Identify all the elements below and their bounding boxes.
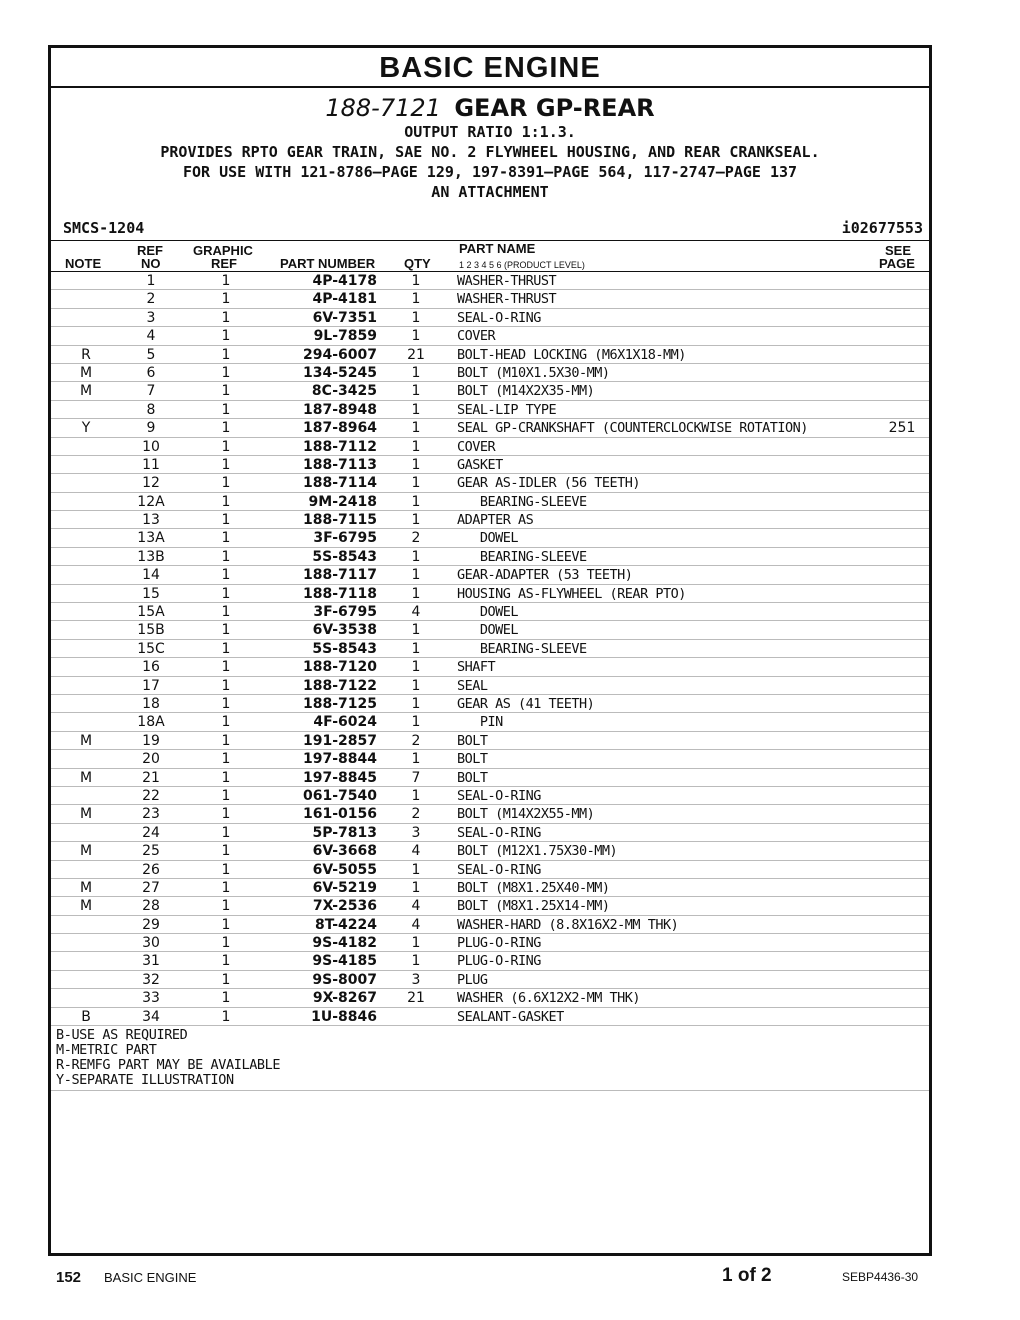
ref-no-cell: 10 — [142, 438, 160, 455]
ref-no-cell: 4 — [146, 328, 156, 345]
table-row — [51, 493, 929, 511]
part-number-cell: 4F-6024 — [313, 714, 377, 731]
qty-cell: 2 — [411, 806, 421, 823]
part-number-cell: 134-5245 — [303, 364, 377, 381]
qty-cell: 4 — [411, 916, 421, 933]
group-description-2: PROVIDES RPTO GEAR TRAIN, SAE NO. 2 FLYWHEEL HOUSING, AND REAR CRANKSEAL. — [160, 143, 820, 161]
graphic-ref-cell: 1 — [221, 493, 231, 510]
ref-no-cell: 30 — [142, 935, 160, 952]
qty-cell: 1 — [411, 291, 421, 308]
part-name-cell: SEAL-O-RING — [457, 787, 541, 804]
part-name-cell: GEAR AS (41 TEETH) — [457, 695, 595, 712]
part-number-cell: 6V-3538 — [312, 622, 377, 639]
part-name-cell: DOWEL — [457, 530, 519, 547]
part-name-cell: BEARING-SLEEVE — [457, 640, 587, 657]
col-part-number: PART NUMBER — [280, 256, 376, 271]
note-line: B-USE AS REQUIRED — [56, 1027, 188, 1044]
qty-cell: 1 — [411, 622, 421, 639]
table-row — [51, 438, 929, 456]
column-headers — [51, 241, 929, 272]
qty-cell: 2 — [411, 530, 421, 547]
parts-table — [51, 272, 929, 1026]
table-row — [51, 897, 929, 915]
footer-doc-id: SEBP4436-30 — [842, 1270, 919, 1284]
ref-no-cell: 23 — [142, 806, 160, 823]
qty-cell: 1 — [411, 309, 421, 326]
part-number-cell: 188-7112 — [303, 438, 377, 455]
qty-cell: 1 — [411, 364, 421, 381]
table-row — [51, 787, 929, 805]
ref-no-cell: 12A — [137, 493, 165, 510]
table-row — [51, 677, 929, 695]
qty-cell: 4 — [411, 604, 421, 621]
graphic-ref-cell: 1 — [221, 438, 231, 455]
ref-no-cell: 29 — [142, 916, 160, 933]
part-number-cell: 188-7113 — [303, 456, 377, 473]
part-number-cell: 188-7115 — [303, 512, 377, 529]
part-name-cell: PIN — [457, 714, 503, 731]
ref-no-cell: 14 — [142, 567, 160, 584]
part-number-cell: 188-7120 — [303, 659, 377, 676]
note-cell: M — [79, 806, 93, 823]
graphic-ref-cell: 1 — [221, 751, 231, 768]
part-name-cell: BOLT — [457, 732, 488, 749]
footer-sheet: 1 of 2 — [722, 1265, 772, 1286]
part-number-cell: 6V-5219 — [312, 879, 377, 896]
col-graphic-1: GRAPHIC — [193, 243, 253, 258]
table-row — [51, 952, 929, 970]
graphic-ref-cell: 1 — [221, 420, 231, 437]
note-cell: R — [81, 346, 91, 363]
part-number-cell: 9X-8267 — [312, 990, 377, 1007]
part-number-cell: 9M-2418 — [308, 493, 377, 510]
table-row — [51, 658, 929, 676]
part-number-cell: 7X-2536 — [312, 898, 377, 915]
part-number-cell: 9S-4185 — [312, 953, 377, 970]
graphic-ref-cell: 1 — [221, 567, 231, 584]
part-name-cell: BOLT — [457, 769, 488, 786]
graphic-ref-cell: 1 — [221, 1008, 231, 1025]
table-row — [51, 456, 929, 474]
qty-cell: 1 — [411, 456, 421, 473]
table-row — [51, 346, 929, 364]
part-name-cell: WASHER-HARD (8.8X16X2-MM THK) — [457, 916, 679, 933]
graphic-ref-cell: 1 — [221, 861, 231, 878]
table-row — [51, 842, 929, 860]
col-part-name: PART NAME — [459, 241, 536, 256]
graphic-ref-cell: 1 — [221, 475, 231, 492]
part-name-cell: PLUG — [457, 971, 488, 988]
part-number-cell: 6V-7351 — [312, 309, 377, 326]
qty-cell: 1 — [411, 401, 421, 418]
qty-cell: 1 — [411, 861, 421, 878]
ref-no-cell: 18 — [142, 695, 160, 712]
col-ref-2: NO — [141, 256, 161, 271]
table-row — [51, 713, 929, 731]
graphic-ref-cell: 1 — [221, 971, 231, 988]
ref-no-cell: 12 — [142, 475, 160, 492]
part-name-cell: WASHER-THRUST — [457, 273, 557, 289]
graphic-ref-cell: 1 — [221, 935, 231, 952]
illustration-id: i02677553 — [841, 219, 923, 237]
page-frame — [48, 45, 932, 1256]
table-row — [51, 971, 929, 989]
table-row — [51, 272, 929, 290]
table-row — [51, 769, 929, 787]
graphic-ref-cell: 1 — [221, 879, 231, 896]
ref-no-cell: 13B — [137, 548, 165, 565]
table-row — [51, 861, 929, 879]
ref-no-cell: 25 — [142, 843, 160, 860]
graphic-ref-cell: 1 — [221, 990, 231, 1007]
part-name-cell: GEAR-ADAPTER (53 TEETH) — [457, 567, 633, 584]
graphic-ref-cell: 1 — [221, 383, 231, 400]
graphic-ref-cell: 1 — [221, 916, 231, 933]
part-name-cell: COVER — [457, 328, 496, 345]
smcs-code: SMCS-1204 — [63, 219, 145, 237]
graphic-ref-cell: 1 — [221, 328, 231, 345]
notes-legend — [51, 1026, 929, 1091]
qty-cell: 1 — [411, 585, 421, 602]
ref-no-cell: 15 — [142, 585, 160, 602]
ref-no-cell: 8 — [146, 401, 156, 418]
qty-cell: 1 — [411, 677, 421, 694]
ref-no-cell: 22 — [142, 787, 160, 804]
ref-no-cell: 9 — [146, 420, 156, 437]
note-cell: M — [79, 879, 93, 896]
see-page-cell: 251 — [888, 420, 916, 437]
table-row — [51, 566, 929, 584]
qty-cell: 1 — [411, 787, 421, 804]
qty-cell: 4 — [411, 843, 421, 860]
qty-cell: 1 — [411, 659, 421, 676]
qty-cell: 1 — [411, 493, 421, 510]
part-name-cell: ADAPTER AS — [457, 512, 534, 529]
qty-cell: 1 — [411, 695, 421, 712]
graphic-ref-cell: 1 — [221, 714, 231, 731]
col-see-2: PAGE — [879, 256, 915, 271]
part-number-cell: 191-2857 — [303, 732, 377, 749]
part-name-cell: PLUG-O-RING — [457, 935, 541, 952]
table-row — [51, 879, 929, 897]
part-number-cell: 1U-8846 — [311, 1008, 377, 1025]
part-number-cell: 188-7118 — [303, 585, 377, 602]
qty-cell: 1 — [411, 512, 421, 529]
table-row — [51, 934, 929, 952]
table-row — [51, 511, 929, 529]
note-cell: M — [79, 769, 93, 786]
graphic-ref-cell: 1 — [221, 456, 231, 473]
ref-no-cell: 17 — [142, 677, 160, 694]
part-name-cell: HOUSING AS-FLYWHEEL (REAR PTO) — [457, 585, 686, 602]
part-number-cell: 5S-8543 — [312, 640, 377, 657]
part-number-cell: 061-7540 — [303, 787, 377, 804]
part-name-cell: SEALANT-GASKET — [457, 1008, 564, 1025]
part-name-cell: SEAL-O-RING — [457, 309, 541, 326]
part-number-cell: 188-7122 — [303, 677, 377, 694]
part-name-cell: SHAFT — [457, 659, 496, 676]
group-name: GEAR GP-REAR — [454, 94, 655, 122]
col-product-level: 1 2 3 4 5 6 (PRODUCT LEVEL) — [459, 260, 585, 270]
ref-no-cell: 11 — [142, 456, 160, 473]
part-number-cell: 5P-7813 — [312, 824, 377, 841]
part-number-cell: 9S-4182 — [312, 935, 377, 952]
qty-cell: 1 — [411, 935, 421, 952]
graphic-ref-cell: 1 — [221, 548, 231, 565]
ref-no-cell: 31 — [142, 953, 160, 970]
qty-cell: 1 — [411, 328, 421, 345]
group-description-4: AN ATTACHMENT — [431, 183, 549, 201]
ref-no-cell: 15B — [137, 622, 165, 639]
graphic-ref-cell: 1 — [221, 309, 231, 326]
part-number-cell: 188-7125 — [303, 695, 377, 712]
graphic-ref-cell: 1 — [221, 677, 231, 694]
ref-no-cell: 24 — [142, 824, 160, 841]
part-number-cell: 197-8845 — [303, 769, 377, 786]
ref-no-cell: 34 — [142, 1008, 160, 1025]
ref-no-cell: 15C — [137, 640, 165, 657]
ref-no-cell: 3 — [146, 309, 156, 326]
graphic-ref-cell: 1 — [221, 732, 231, 749]
part-name-cell: BOLT (M14X2X55-MM) — [457, 806, 595, 823]
part-name-cell: SEAL GP-CRANKSHAFT (COUNTERCLOCKWISE ROTATION) — [457, 420, 808, 437]
note-cell: M — [79, 732, 93, 749]
note-cell: M — [79, 843, 93, 860]
table-row — [51, 474, 929, 492]
table-row — [51, 1008, 929, 1026]
graphic-ref-cell: 1 — [221, 898, 231, 915]
graphic-ref-cell: 1 — [221, 364, 231, 381]
ref-no-cell: 21 — [142, 769, 160, 786]
graphic-ref-cell: 1 — [221, 769, 231, 786]
note-line: Y-SEPARATE ILLUSTRATION — [56, 1072, 234, 1089]
table-row — [51, 548, 929, 566]
table-row — [51, 621, 929, 639]
qty-cell: 1 — [411, 383, 421, 400]
part-number-cell: 188-7114 — [303, 475, 377, 492]
graphic-ref-cell: 1 — [221, 530, 231, 547]
graphic-ref-cell: 1 — [221, 585, 231, 602]
qty-cell: 1 — [411, 714, 421, 731]
page-title: BASIC ENGINE — [51, 48, 929, 88]
graphic-ref-cell: 1 — [221, 640, 231, 657]
table-row — [51, 824, 929, 842]
table-row — [51, 695, 929, 713]
part-name-cell: BEARING-SLEEVE — [457, 493, 587, 510]
col-note: NOTE — [65, 256, 102, 271]
part-name-cell: SEAL-LIP TYPE — [457, 401, 557, 418]
table-row — [51, 805, 929, 823]
ref-no-cell: 16 — [142, 659, 160, 676]
qty-cell: 1 — [411, 751, 421, 768]
part-number-cell: 187-8948 — [303, 401, 377, 418]
table-row — [51, 364, 929, 382]
graphic-ref-cell: 1 — [221, 273, 231, 289]
part-name-cell: WASHER (6.6X12X2-MM THK) — [457, 990, 641, 1007]
part-number-cell: 188-7117 — [303, 567, 377, 584]
graphic-ref-cell: 1 — [221, 622, 231, 639]
group-description-3: FOR USE WITH 121-8786—PAGE 129, 197-8391—PAGE 564, 117-2747—PAGE 137 — [182, 163, 798, 181]
qty-cell: 7 — [411, 769, 421, 786]
part-number-cell: 161-0156 — [303, 806, 377, 823]
part-number-cell: 8C-3425 — [311, 383, 377, 400]
table-row — [51, 640, 929, 658]
note-cell: Y — [81, 420, 91, 437]
part-name-cell: BOLT (M8X1.25X40-MM) — [457, 879, 610, 896]
note-cell: M — [79, 383, 93, 400]
graphic-ref-cell: 1 — [221, 512, 231, 529]
part-name-cell: BOLT-HEAD LOCKING (M6X1X18-MM) — [457, 346, 686, 363]
part-name-cell: GASKET — [457, 456, 503, 473]
graphic-ref-cell: 1 — [221, 695, 231, 712]
part-number-cell: 187-8964 — [303, 420, 377, 437]
footer-section: BASIC ENGINE — [104, 1270, 197, 1285]
part-number-cell: 4P-4181 — [312, 291, 377, 308]
ref-no-cell: 19 — [142, 732, 160, 749]
qty-cell: 1 — [411, 438, 421, 455]
group-description-1: OUTPUT RATIO 1:1.3. — [404, 123, 576, 141]
table-row — [51, 585, 929, 603]
table-row — [51, 382, 929, 400]
ref-no-cell: 15A — [137, 604, 165, 621]
qty-cell: 4 — [411, 898, 421, 915]
qty-cell: 1 — [411, 953, 421, 970]
ref-no-cell: 33 — [142, 990, 160, 1007]
part-number-cell: 8T-4224 — [314, 916, 377, 933]
part-name-cell: BOLT (M12X1.75X30-MM) — [457, 843, 618, 860]
table-row — [51, 989, 929, 1007]
part-name-cell: COVER — [457, 438, 496, 455]
group-title-line — [51, 94, 929, 122]
table-row — [51, 916, 929, 934]
table-row — [51, 290, 929, 308]
col-see-1: SEE — [885, 243, 912, 258]
table-row — [51, 419, 929, 437]
graphic-ref-cell: 1 — [221, 787, 231, 804]
qty-cell: 2 — [411, 732, 421, 749]
graphic-ref-cell: 1 — [221, 824, 231, 841]
ref-no-cell: 18A — [137, 714, 165, 731]
part-name-cell: PLUG-O-RING — [457, 953, 541, 970]
part-name-cell: GEAR AS-IDLER (56 TEETH) — [457, 475, 641, 492]
qty-cell: 1 — [411, 567, 421, 584]
col-qty: QTY — [404, 256, 431, 271]
part-number-cell: 5S-8543 — [312, 548, 377, 565]
qty-cell: 1 — [411, 640, 421, 657]
table-row — [51, 750, 929, 768]
ref-no-cell: 27 — [142, 879, 160, 896]
qty-cell: 1 — [411, 273, 421, 289]
note-line: R-REMFG PART MAY BE AVAILABLE — [56, 1057, 281, 1074]
group-part-number: 188-7121 — [325, 94, 441, 122]
part-name-cell: SEAL-O-RING — [457, 824, 541, 841]
table-row — [51, 309, 929, 327]
part-name-cell: BOLT (M8X1.25X14-MM) — [457, 898, 610, 915]
qty-cell: 1 — [411, 420, 421, 437]
qty-cell: 21 — [407, 346, 425, 363]
qty-cell: 3 — [411, 971, 421, 988]
graphic-ref-cell: 1 — [221, 346, 231, 363]
table-row — [51, 401, 929, 419]
table-row — [51, 327, 929, 345]
part-number-cell: 9S-8007 — [312, 971, 377, 988]
part-name-cell: DOWEL — [457, 622, 519, 639]
ref-no-cell: 20 — [142, 751, 160, 768]
graphic-ref-cell: 1 — [221, 806, 231, 823]
part-name-cell: SEAL — [457, 677, 488, 694]
page-footer — [0, 1265, 1020, 1289]
col-ref-1: REF — [137, 243, 163, 258]
part-name-cell: WASHER-THRUST — [457, 291, 557, 308]
ref-no-cell: 26 — [142, 861, 160, 878]
footer-page-number: 152 — [56, 1269, 82, 1286]
ref-no-cell: 2 — [146, 291, 156, 308]
table-row — [51, 529, 929, 547]
col-graphic-2: REF — [211, 256, 237, 271]
qty-cell: 3 — [411, 824, 421, 841]
qty-cell: 1 — [411, 548, 421, 565]
ref-no-cell: 1 — [146, 273, 156, 289]
graphic-ref-cell: 1 — [221, 604, 231, 621]
part-number-cell: 9L-7859 — [313, 328, 377, 345]
note-cell: M — [79, 364, 93, 381]
part-name-cell: BOLT (M10X1.5X30-MM) — [457, 364, 610, 381]
ref-no-cell: 13A — [137, 530, 165, 547]
part-number-cell: 294-6007 — [303, 346, 377, 363]
part-name-cell: BOLT — [457, 751, 488, 768]
part-name-cell: SEAL-O-RING — [457, 861, 541, 878]
note-line: M-METRIC PART — [56, 1042, 157, 1059]
note-cell: B — [81, 1008, 91, 1025]
ref-no-cell: 13 — [142, 512, 160, 529]
qty-cell: 1 — [411, 475, 421, 492]
ref-no-cell: 32 — [142, 971, 160, 988]
qty-cell: 1 — [411, 879, 421, 896]
part-number-cell: 6V-3668 — [312, 843, 377, 860]
part-number-cell: 197-8844 — [303, 751, 377, 768]
part-number-cell: 6V-5055 — [312, 861, 377, 878]
part-name-cell: DOWEL — [457, 604, 519, 621]
table-row — [51, 603, 929, 621]
part-name-cell: BOLT (M14X2X35-MM) — [457, 383, 595, 400]
note-cell: M — [79, 898, 93, 915]
qty-cell: 21 — [407, 990, 425, 1007]
ref-no-cell: 5 — [146, 346, 156, 363]
part-number-cell: 3F-6795 — [313, 604, 377, 621]
graphic-ref-cell: 1 — [221, 291, 231, 308]
graphic-ref-cell: 1 — [221, 843, 231, 860]
ref-no-cell: 28 — [142, 898, 160, 915]
part-number-cell: 4P-4178 — [312, 273, 377, 289]
graphic-ref-cell: 1 — [221, 953, 231, 970]
group-header — [51, 94, 929, 241]
ref-no-cell: 7 — [146, 383, 156, 400]
table-row — [51, 732, 929, 750]
ref-no-cell: 6 — [146, 364, 156, 381]
part-number-cell: 3F-6795 — [313, 530, 377, 547]
graphic-ref-cell: 1 — [221, 659, 231, 676]
part-name-cell: BEARING-SLEEVE — [457, 548, 587, 565]
graphic-ref-cell: 1 — [221, 401, 231, 418]
